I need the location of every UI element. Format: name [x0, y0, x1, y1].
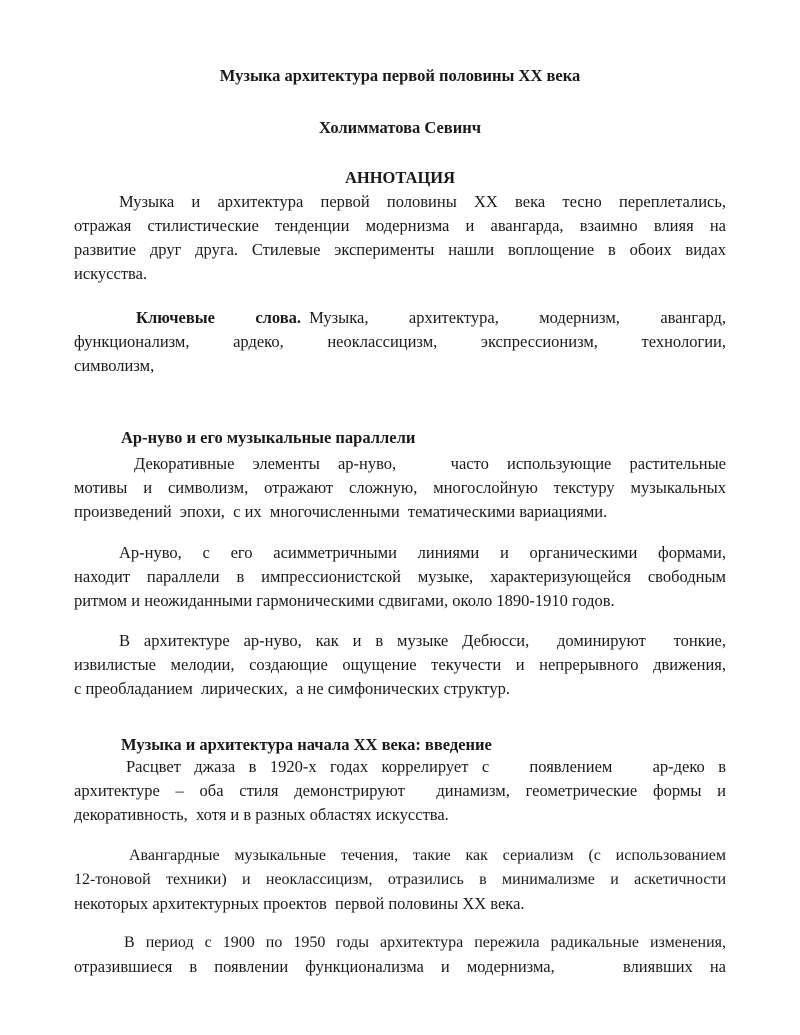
section1-paragraph-3: [74, 629, 726, 701]
paragraph-line: [74, 306, 726, 330]
paragraph-line: В архитектуре ар-нуво, как и в музыке Дебюсси, доминируют тонкие,: [119, 631, 726, 650]
author-name: Холимматова Севинч: [318, 118, 482, 137]
section2-paragraph-2: [74, 844, 726, 916]
paragraph-line: Музыка и архитектура первой половины XX века тесно переплетались,: [119, 192, 726, 211]
paragraph-line: декоративность, хотя и в разных областях искусства.: [74, 805, 449, 824]
paragraph-line: отразившиеся в появлении функционализма и модернизма, влиявших на: [74, 957, 726, 976]
paragraph-line: ритмом и неожиданными гармоническими сдвигами, около 1890-1910 годов.: [74, 591, 615, 610]
keywords-line: Музыка, архитектура, модернизм, авангард,: [309, 308, 727, 327]
section2-paragraph-1: [74, 755, 726, 827]
paragraph-line: Расцвет джаза в 1920-х годах коррелирует с появлением ар-деко в: [126, 757, 726, 776]
paragraph-line: произведений эпохи, с их многочисленными тематическими вариациями.: [74, 502, 608, 521]
paragraph-line: с преобладанием лирических, а не симфонических структур.: [74, 679, 510, 698]
paragraph-line: В период с 1900 по 1950 годы архитектура пережила радикальные изменения,: [124, 934, 726, 951]
section1-paragraph-2: [74, 541, 726, 613]
section2-paragraph-3: [74, 931, 726, 979]
paragraph-line: мотивы и символизм, отражают сложную, многослойную текстуру музыкальных: [74, 478, 726, 497]
paragraph-line: некоторых архитектурных проектов первой половины XX века.: [74, 894, 525, 913]
keywords-paragraph: [74, 306, 726, 378]
section-heading: Ар-нуво и его музыкальные параллели: [121, 428, 416, 447]
paragraph-line: Авангардные музыкальные течения, такие как сериализм (с использованием: [129, 847, 726, 864]
paragraph-line: находит параллели в импрессионистской музыке, характеризующейся свободным: [74, 567, 726, 586]
keywords-line: функционализм, ардеко, неоклассицизм, экспрессионизм, технологии,: [74, 332, 726, 351]
annotation-paragraph: [74, 190, 726, 286]
document-title: Музыка архитектура первой половины XX века: [219, 66, 581, 85]
paragraph-line: Ар-нуво, с его асимметричными линиями и органическими формами,: [119, 543, 726, 562]
paragraph-line: архитектуре – оба стиля демонстрируют динамизм, геометрические формы и: [74, 781, 726, 800]
paragraph-line: извилистые мелодии, создающие ощущение текучести и непрерывного движения,: [74, 655, 726, 674]
paragraph-line: искусства.: [74, 264, 148, 283]
section-heading: Музыка и архитектура начала XX века: введение: [121, 735, 492, 754]
paragraph-line: отражая стилистические тенденции модернизма и авангарда, взаимно влияя на: [74, 216, 726, 235]
paragraph-line: 12-тоновой техники) и неоклассицизм, отразились в минимализме и аскетичности: [74, 871, 726, 888]
paragraph-line: развитие друг друга. Стилевые эксперименты нашли воплощение в обоих видах: [74, 240, 726, 259]
annotation-heading: АННОТАЦИЯ: [344, 168, 456, 187]
keywords-label: Ключевые слова.: [136, 308, 302, 327]
keywords-line: символизм,: [74, 356, 155, 375]
section1-paragraph-1: [74, 452, 726, 524]
paragraph-line: Декоративные элементы ар-нуво, часто использующие растительные: [134, 454, 726, 473]
